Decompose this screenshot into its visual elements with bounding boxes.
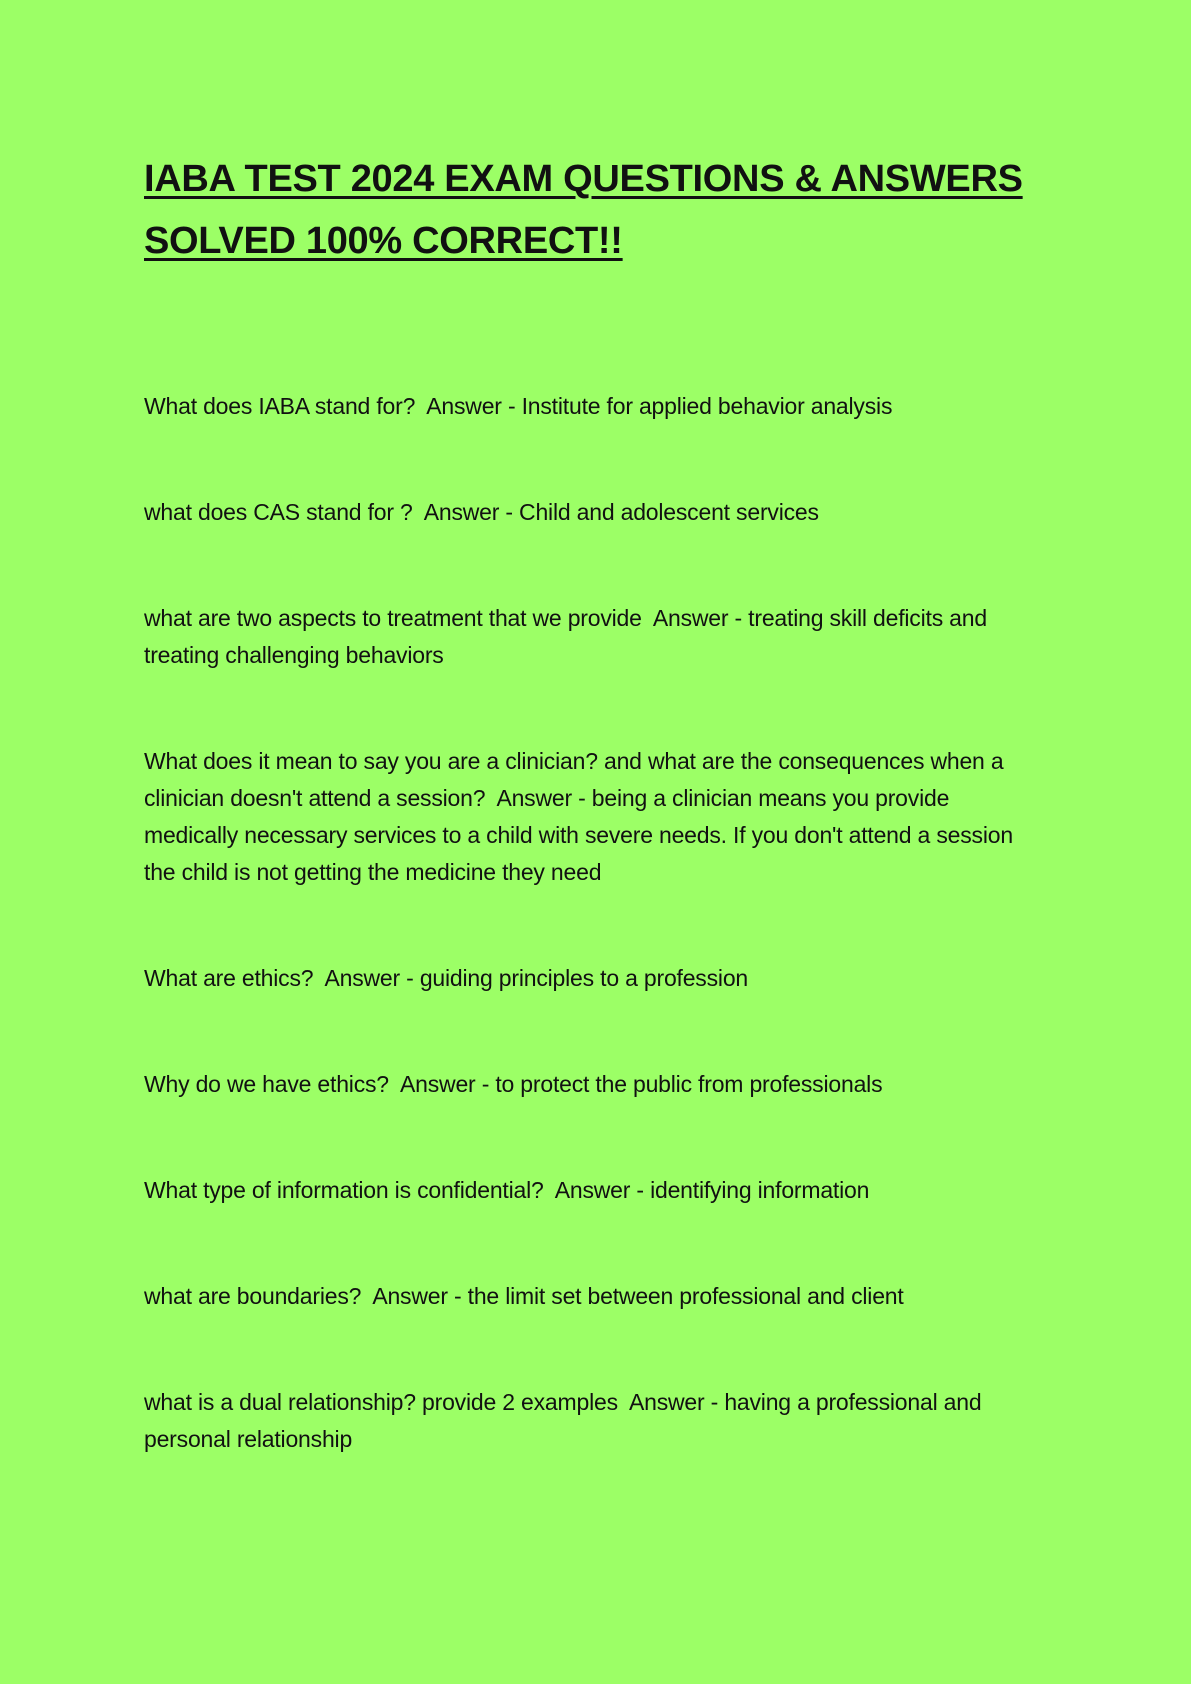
- qa-item: what is a dual relationship? provide 2 examples Answer - having a professional and personal relationship: [144, 1389, 988, 1452]
- qa-item: Why do we have ethics? Answer - to protect the public from professionals: [144, 1071, 883, 1097]
- qa-item: what does CAS stand for ? Answer - Child and adolescent services: [144, 499, 819, 525]
- qa-list: [144, 388, 1044, 1527]
- qa-item: What are ethics? Answer - guiding principles to a profession: [144, 965, 749, 991]
- qa-item: what are boundaries? Answer - the limit set between professional and client: [144, 1283, 904, 1309]
- qa-item: what are two aspects to treatment that we provide Answer - treating skill deficits and treating challenging behaviors: [144, 605, 994, 668]
- qa-item: What does IABA stand for? Answer - Institute for applied behavior analysis: [144, 393, 893, 419]
- qa-item: What type of information is confidential? Answer - identifying information: [144, 1177, 870, 1203]
- document-page: [144, 148, 1044, 1452]
- qa-item: What does it mean to say you are a clinician? and what are the consequences when a clinician doesn't attend a session? Answer - being a clinician means you provide medically necessary services to a child with severe needs. If you don't attend a session the child is not getting the medicine they need: [144, 748, 1020, 885]
- document-title: IABA TEST 2024 EXAM QUESTIONS & ANSWERS SOLVED 100% CORRECT!!: [144, 158, 1023, 262]
